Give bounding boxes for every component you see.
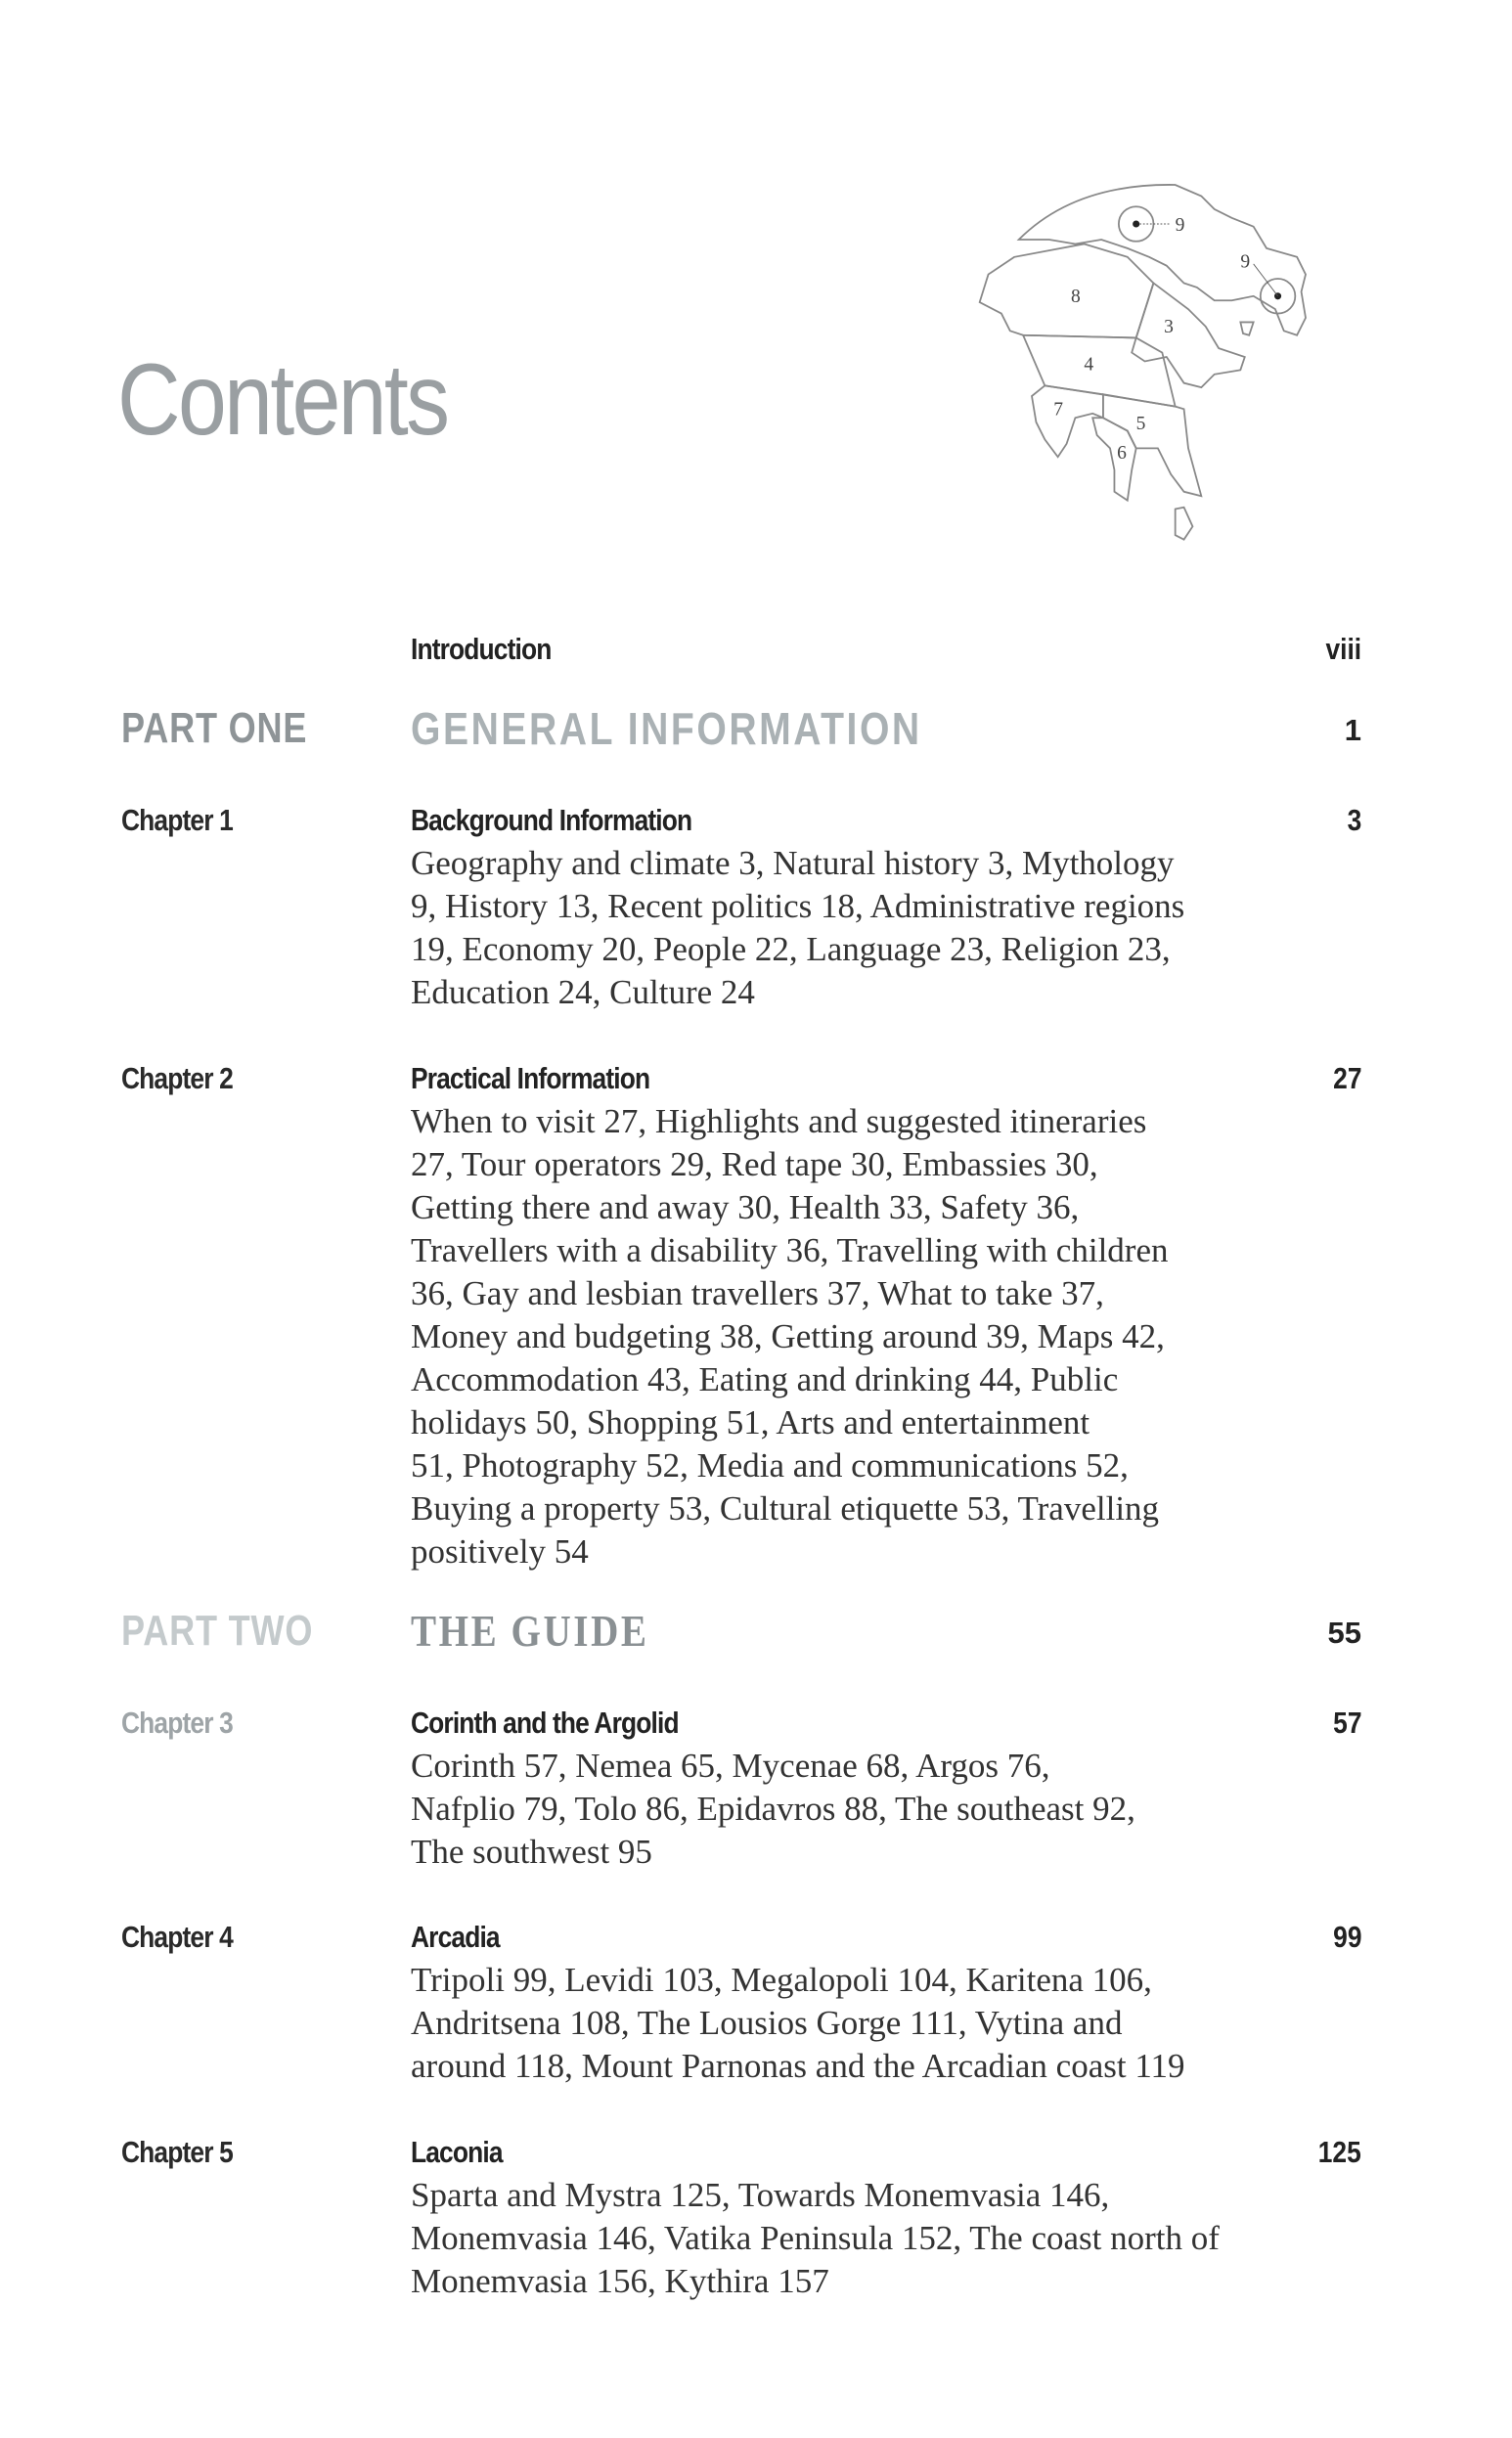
map-label: 8 [1071,287,1081,307]
section-line: 27, Tour operators 29, Red tape 30, Embassies 30, [411,1145,1098,1183]
chapter-title: Laconia [411,2135,503,2169]
chapter-sections [411,842,1184,1014]
chapter-label: Chapter 1 [121,803,233,837]
section-line: Travellers with a disability 36, Travelling with children [411,1231,1169,1269]
map-label: 9 [1175,215,1185,237]
map-region-7 [1032,385,1103,457]
chapter-sections [411,2174,1220,2303]
map-label: 9 [1240,251,1251,273]
part-label: PART TWO [121,1607,314,1655]
section-line: Geography and climate 3, Natural history 3, Mythology [411,844,1175,882]
part-title: THE GUIDE [411,1606,649,1656]
section-line: 36, Gay and lesbian travellers 37, What to take 37, [411,1274,1104,1312]
entry-title: Introduction [411,632,552,666]
section-line: 51, Photography 52, Media and communications 52, [411,1446,1129,1485]
section-line: Monemvasia 146, Vatika Peninsula 152, The coast north of [411,2219,1220,2257]
section-line: positively 54 [411,1532,589,1571]
section-line: Nafplio 79, Tolo 86, Epidavros 88, The southeast 92, [411,1790,1135,1828]
map-label: 4 [1084,354,1094,376]
map-outline-north [1019,185,1306,338]
page-number: 27 [1332,1061,1361,1095]
map-label: 7 [1053,399,1064,421]
part-label: PART ONE [121,704,308,752]
section-line: Accommodation 43, Eating and drinking 44, Public [411,1360,1119,1398]
page-number: 57 [1332,1706,1361,1740]
map-region-8 [980,244,1154,337]
section-line: 19, Economy 20, People 22, Language 23, Religion 23, [411,930,1171,968]
region-map [954,147,1345,567]
section-line: Money and budgeting 38, Getting around 39, Maps 42, [411,1317,1165,1355]
chapter-label: Chapter 2 [121,1061,233,1095]
section-line: When to visit 27, Highlights and suggested itineraries [411,1102,1147,1140]
section-line: Sparta and Mystra 125, Towards Monemvasia 146, [411,2176,1110,2214]
map-region-6 [1092,418,1135,500]
page-number: 3 [1347,803,1361,837]
chapter-title: Arcadia [411,1920,500,1954]
section-line: Buying a property 53, Cultural etiquette 53, Travelling [411,1489,1160,1528]
section-line: Tripoli 99, Levidi 103, Megalopoli 104, Karitena 106, [411,1961,1152,1999]
chapter-sections [411,1100,1168,1574]
page-number: 1 [1344,713,1361,747]
page-title: Contents [117,343,448,457]
chapter-sections [411,1959,1185,2088]
map-label: 6 [1117,443,1127,464]
page-number: 99 [1332,1920,1361,1954]
section-line: Andritsena 108, The Lousios Gorge 111, Vytina and [411,2004,1123,2042]
page-number: viii [1325,632,1361,666]
section-line: The southwest 95 [411,1833,652,1871]
section-line: around 118, Mount Parnonas and the Arcadian coast 119 [411,2047,1185,2085]
map-label: 3 [1164,317,1174,338]
section-line: holidays 50, Shopping 51, Arts and entertainment [411,1403,1090,1441]
section-line: Corinth 57, Nemea 65, Mycenae 68, Argos 76, [411,1747,1050,1785]
part-title: GENERAL INFORMATION [411,703,922,754]
chapter-title: Practical Information [411,1061,650,1095]
map-region-3 [1132,283,1245,387]
chapter-title: Corinth and the Argolid [411,1706,679,1740]
map-label: 5 [1135,413,1146,434]
chapter-label: Chapter 3 [121,1706,233,1740]
map-region-4 [1023,335,1176,407]
page-number: 125 [1318,2135,1361,2169]
section-line: 9, History 13, Recent politics 18, Administrative regions [411,887,1185,925]
chapter-sections [411,1745,1135,1874]
page-number: 55 [1327,1616,1361,1650]
section-line: Monemvasia 156, Kythira 157 [411,2262,829,2300]
section-line: Education 24, Culture 24 [411,973,755,1011]
chapter-label: Chapter 5 [121,2135,233,2169]
chapter-label: Chapter 4 [121,1920,233,1954]
section-line: Getting there and away 30, Health 33, Safety 36, [411,1188,1080,1226]
chapter-title: Background Information [411,803,692,837]
